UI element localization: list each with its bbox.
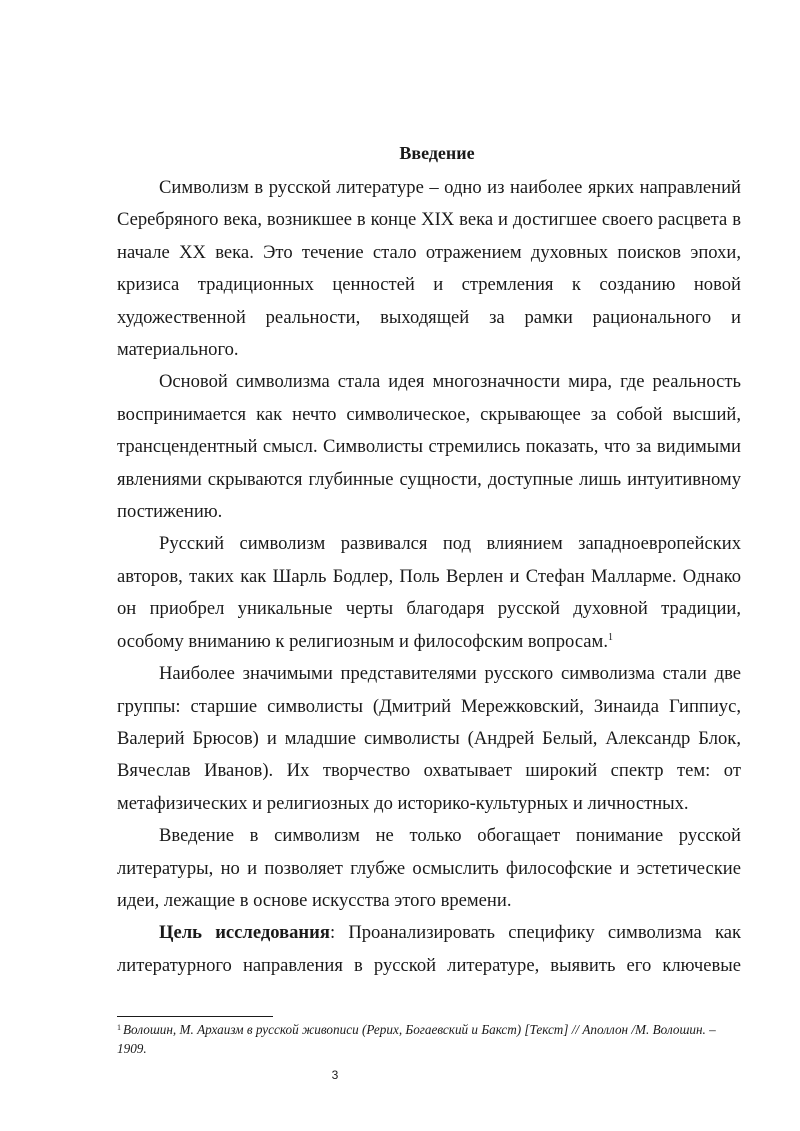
paragraph-influences-text: Русский символизм развивался под влиянием западноевропейских авторов, таких как Шарль Бодлер, Поль Верлен и Стефан Малларме. Однако он приобрел уникальные черты благодаря русской духовной традиции, особому вниманию к религиозным и философским вопросам. <box>117 533 741 652</box>
goal-text: : Проанализировать специфику символизма как литературного направления в русской литературе, выявить его ключевые <box>117 922 741 976</box>
footnote-text: Волошин, М. Архаизм в русской живописи (Рерих, Богаевский и Бакст) [Текст] // Аполлон /М. Волошин. –1909. <box>117 1022 716 1056</box>
footnote-mark: 1 <box>117 1023 121 1032</box>
footnote <box>117 1020 741 1058</box>
paragraph-intro: Символизм в русской литературе – одно из наиболее ярких направлений Серебряного века, возникшее в конце XIX века и достигшее своего расцвета в начале XX века. Это течение стало отражением духовных поисков эпохи, кризиса традиционных ценностей и стремления к созданию новой художественной реальности, выходящей за рамки рационального и материального. <box>117 177 741 361</box>
goal-label: Цель исследования <box>159 922 330 944</box>
footnote-reference[interactable]: 1 <box>607 631 613 643</box>
paragraph-goal <box>117 917 741 982</box>
body-text <box>117 172 741 982</box>
paragraph-influences <box>117 528 741 658</box>
footnote-separator <box>117 1016 273 1017</box>
paragraph-symbolism-idea: Основой символизма стала идея многозначности мира, где реальность воспринимается как нечто символическое, скрывающее за собой высший, трансцендентный смысл. Символисты стремились показать, что за видимыми явлениями скрываются глубинные сущности, доступные лишь интуитивному постижению. <box>117 371 741 523</box>
page-number: 3 <box>331 1068 339 1082</box>
paragraph-representatives: Наиболее значимыми представителями русского символизма стали две группы: старшие символисты (Дмитрий Мережковский, Зинаида Гиппиус, Валерий Брюсов) и младшие символисты (Андрей Белый, Александр Блок, Вячеслав Иванов). Их творчество охватывает широкий спектр тем: от метафизических и религиозных до историко-культурных и личностных. <box>117 663 741 814</box>
paragraph-significance: Введение в символизм не только обогащает понимание русской литературы, но и позволяет глубже осмыслить философские и эстетические идеи, лежащие в основе искусства этого времени. <box>117 825 741 911</box>
section-title: Введение <box>399 143 475 163</box>
